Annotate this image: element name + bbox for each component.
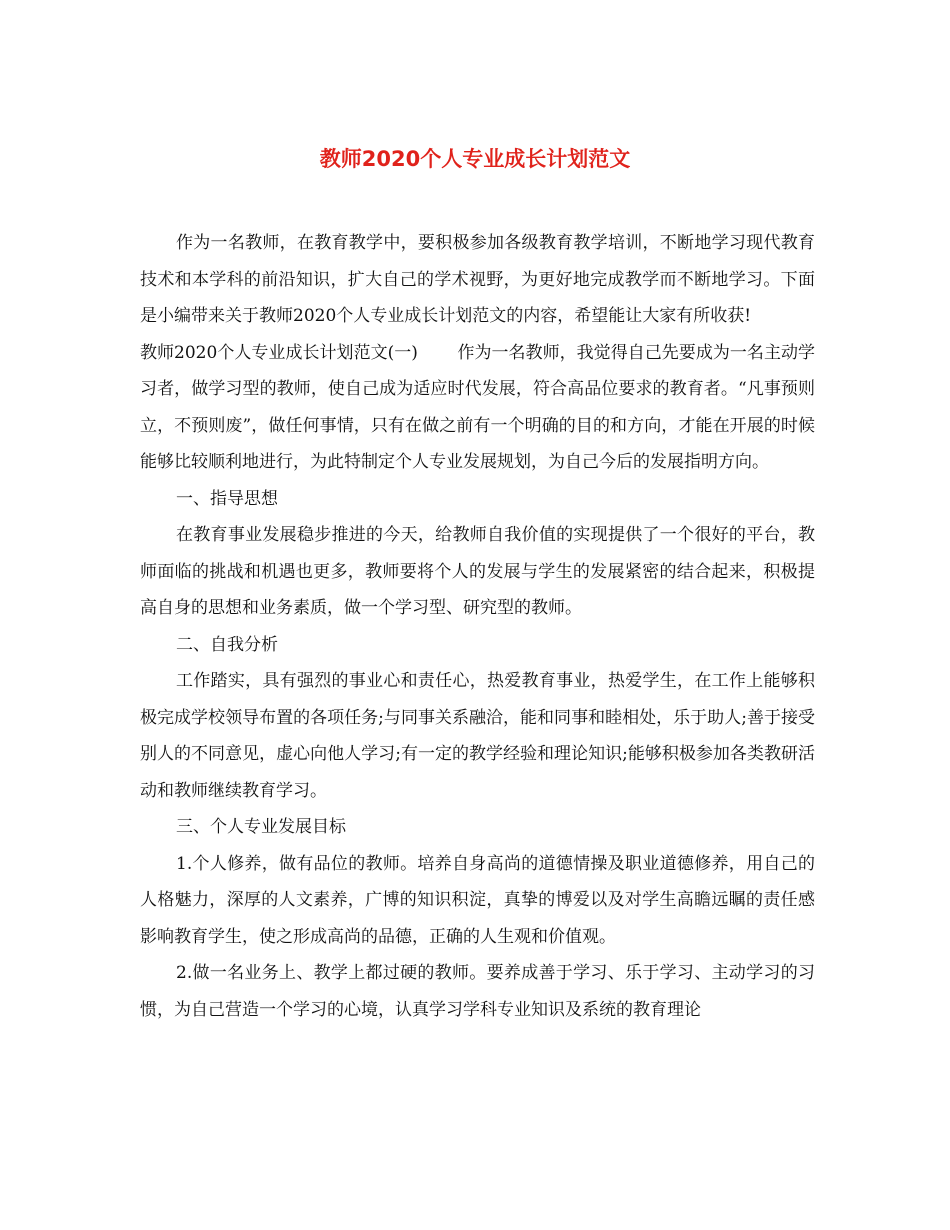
intro-paragraph: 作为一名教师，在教育教学中，要积极参加各级教育教学培训，不断地学习现代教育技术和本学科的前沿知识，扩大自己的学术视野，为更好地完成教学而不断地学习。下面是小编带来关于教师2020个人专业成长计划范文的内容，希望能让大家有所收获!	[140, 233, 815, 326]
section-heading-guiding-thought: 一、指导思想	[176, 488, 278, 509]
plan-one-paragraph: 教师2020个人专业成长计划范文(一) 作为一名教师，我觉得自己先要成为一名主动学习者，做学习型的教师，使自己成为适应时代发展，符合高品位要求的教育者。“凡事预则立，不预则废”，做任何事情，只有在做之前有一个明确的目的和方向，才能在开展的时候能够比较顺利地进行，为此特制定个人专业发展规划，为自己今后的发展指明方向。	[140, 342, 815, 472]
goal-one-paragraph: 1.个人修养，做有品位的教师。培养自身高尚的道德情操及职业道德修养，用自己的人格魅力，深厚的人文素养，广博的知识积淀，真挚的博爱以及对学生高瞻远瞩的责任感影响教育学生，使之形成高尚的品德，正确的人生观和价值观。	[140, 853, 815, 947]
document-body	[140, 225, 815, 1028]
self-analysis-paragraph: 工作踏实，具有强烈的事业心和责任心，热爱教育事业，热爱学生，在工作上能够积极完成学校领导布置的各项任务;与同事关系融洽，能和同事和睦相处，乐于助人;善于接受别人的不同意见，虚心向他人学习;有一定的教学经验和理论知识;能够积极参加各类教研活动和教师继续教育学习。	[140, 671, 815, 801]
guiding-thought-paragraph: 在教育事业发展稳步推进的今天，给教师自我价值的实现提供了一个很好的平台，教师面临的挑战和机遇也更多，教师要将个人的发展与学生的发展紧密的结合起来，积极提高自身的思想和业务素质，做一个学习型、研究型的教师。	[140, 525, 815, 618]
section-heading-development-goals: 三、个人专业发展目标	[176, 817, 346, 837]
section-heading-self-analysis: 二、自我分析	[176, 634, 278, 655]
goal-two-paragraph: 2.做一名业务上、教学上都过硬的教师。要养成善于学习、乐于学习、主动学习的习惯，为自己营造一个学习的心境，认真学习学科专业知识及系统的教育理论	[140, 963, 815, 1020]
document-title: 教师2020个人专业成长计划范文	[319, 147, 631, 171]
